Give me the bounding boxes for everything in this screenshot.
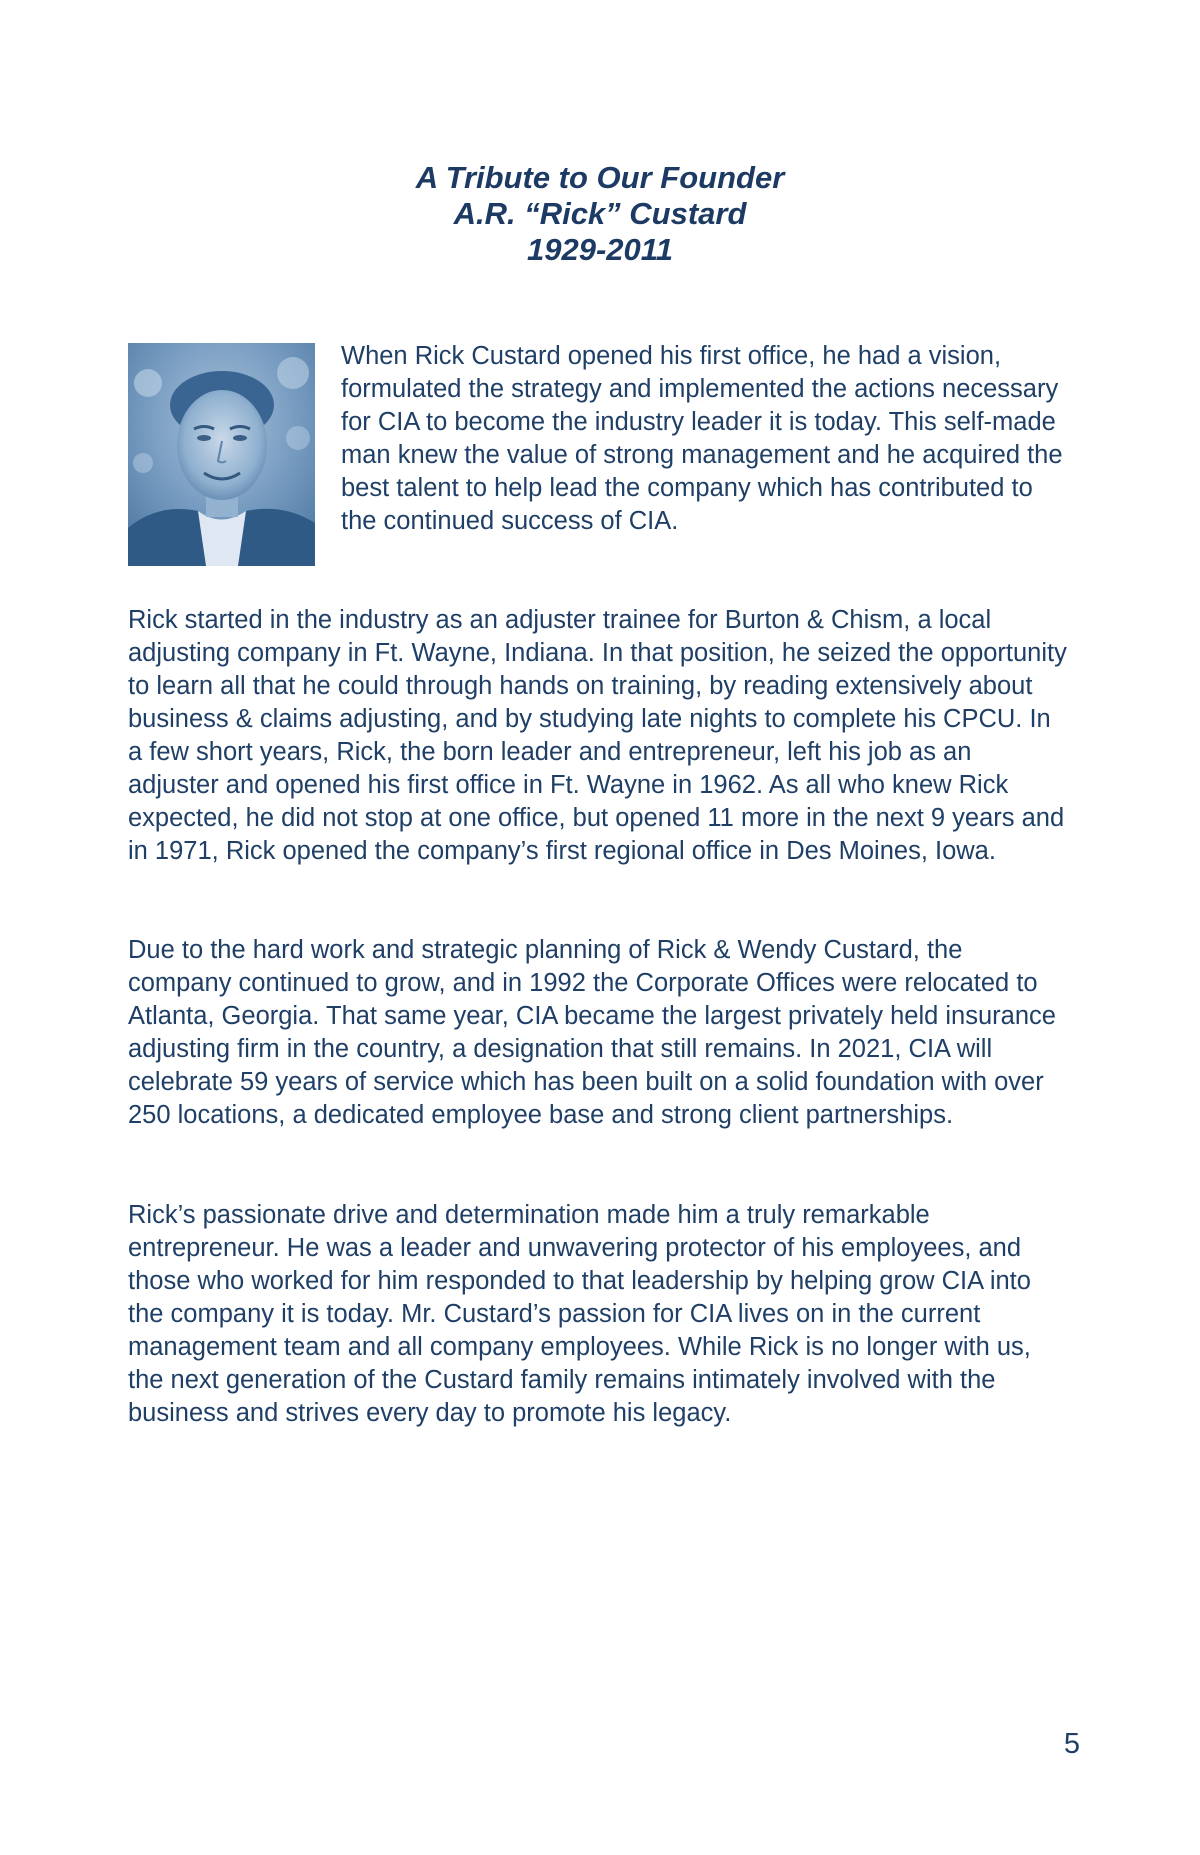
legacy-paragraph: Rick’s passionate drive and determination made him a truly remarkable entrepreneur. He was a leader and unwavering protector of his employees, and those who worked for him responded to that leadership by helping grow CIA into the company it is today. Mr. Custard’s passion for CIA lives on in the current management team and all company employees. While Rick is no longer with us, the next generation of the Custard family remains intimately involved with the business and strives every day to promote his legacy.: [128, 1201, 1031, 1427]
tribute-title: [0, 160, 1200, 268]
growth-paragraph: Due to the hard work and strategic planning of Rick & Wendy Custard, the company continued to grow, and in 1992 the Corporate Offices were relocated to Atlanta, Georgia. That same year, CIA became the largest privately held insurance adjusting firm in the country, a designation that still remains. In 2021, CIA will celebrate 59 years of service which has been built on a solid foundation with over 250 locations, a dedicated employee base and strong client partnerships.: [128, 936, 1056, 1129]
title-line-2: A.R. “Rick” Custard: [453, 196, 747, 231]
title-line-1: A Tribute to Our Founder: [415, 160, 785, 195]
founder-portrait: [128, 343, 315, 566]
title-line-3: 1929-2011: [527, 232, 673, 267]
page-number: 5: [1063, 1728, 1080, 1760]
intro-paragraph: When Rick Custard opened his first office, he had a vision, formulated the strategy and implemented the actions necessary for CIA to become the industry leader it is today. This self-made man knew the value of strong management and he acquired the best talent to help lead the company which has contributed to the continued success of CIA.: [341, 342, 1063, 535]
portrait-photo-icon: [128, 343, 315, 566]
career-paragraph: Rick started in the industry as an adjuster trainee for Burton & Chism, a local adjusting company in Ft. Wayne, Indiana. In that position, he seized the opportunity to learn all that he could through hands on training, by reading extensively about business & claims adjusting, and by studying late nights to complete his CPCU. In a few short years, Rick, the born leader and entrepreneur, left his job as an adjuster and opened his first office in Ft. Wayne in 1962. As all who knew Rick expected, he did not stop at one office, but opened 11 more in the next 9 years and in 1971, Rick opened the company’s first regional office in Des Moines, Iowa.: [128, 606, 1067, 865]
